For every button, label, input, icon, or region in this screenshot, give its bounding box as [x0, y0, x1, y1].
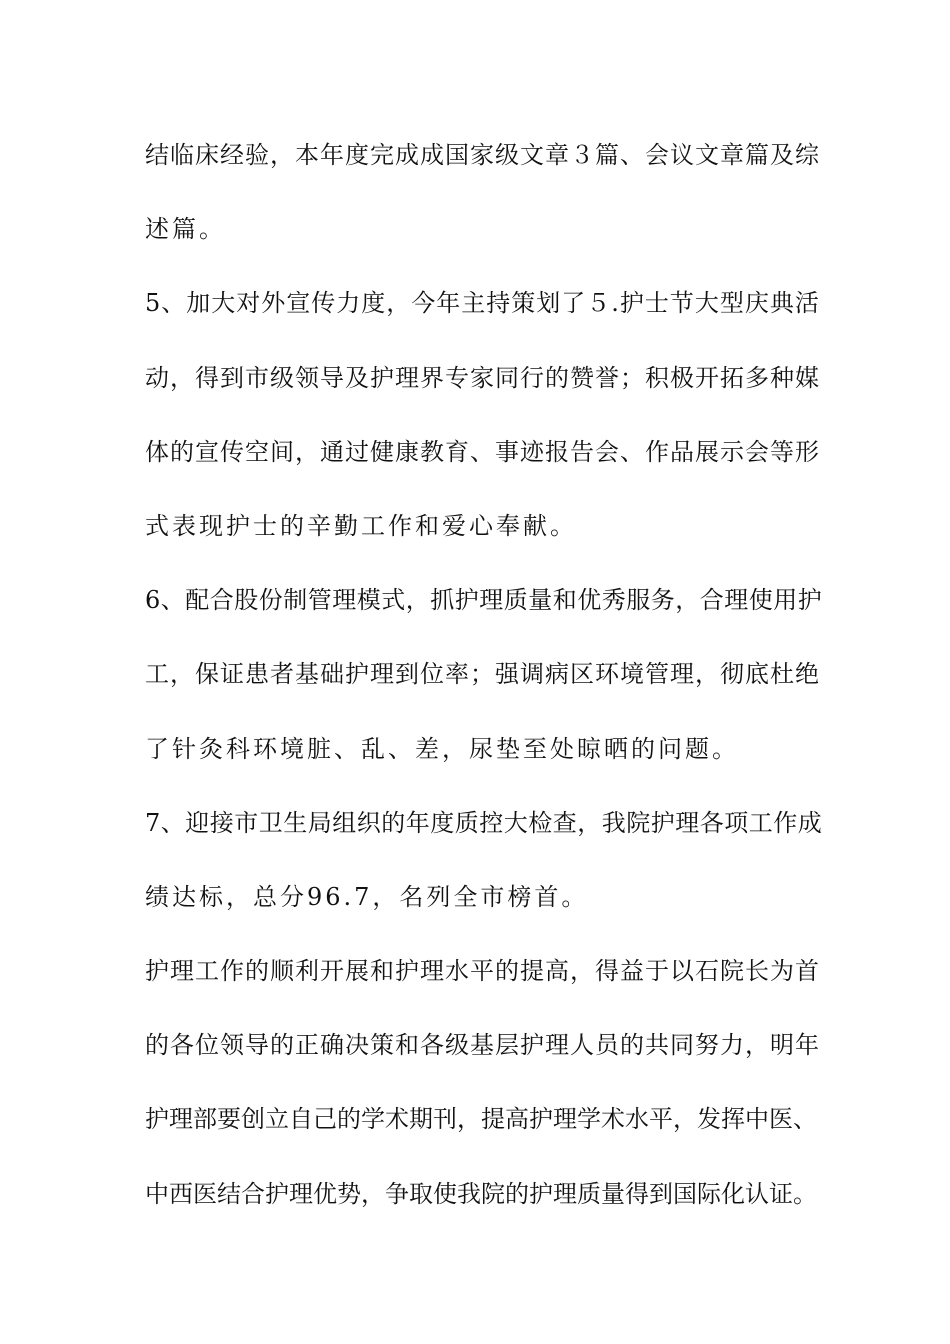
text-line: 6、配合股份制管理模式，抓护理质量和优秀服务，合理使用护 [145, 586, 823, 615]
text-line: 工，保证患者基础护理到位率；强调病区环境管理，彻底杜绝 [145, 660, 820, 689]
text-line: 了针灸科环境脏、乱、差，尿垫至处晾晒的问题。 [145, 734, 739, 763]
text-line: 中西医结合护理优势，争取使我院的护理质量得到国际化认证。 [145, 1179, 817, 1208]
text-line: 体的宣传空间，通过健康教育、事迹报告会、作品展示会等形 [145, 437, 820, 466]
document-body [145, 118, 825, 1231]
text-line: 护理部要创立自己的学术期刊，提高护理学术水平，发挥中医、 [145, 1105, 817, 1134]
text-line: 护理工作的顺利开展和护理水平的提高，得益于以石院长为首 [145, 957, 820, 986]
text-line: 7、迎接市卫生局组织的年度质控大检查，我院护理各项工作成 [145, 808, 823, 837]
text-line: 5、加大对外宣传力度，今年主持策划了５.护士节大型庆典活 [145, 289, 820, 318]
text-line: 式表现护士的辛勤工作和爱心奉献。 [145, 511, 577, 540]
text-line: 述篇。 [145, 215, 226, 244]
text-line: 结临床经验，本年度完成成国家级文章３篇、会议文章篇及综 [145, 141, 820, 169]
text-line: 动，得到市级领导及护理界专家同行的赞誉；积极开拓多种媒 [145, 363, 820, 392]
text-line: 的各位领导的正确决策和各级基层护理人员的共同努力，明年 [145, 1031, 820, 1060]
text-line: 绩达标，总分96.7，名列全市榜首。 [145, 882, 589, 911]
